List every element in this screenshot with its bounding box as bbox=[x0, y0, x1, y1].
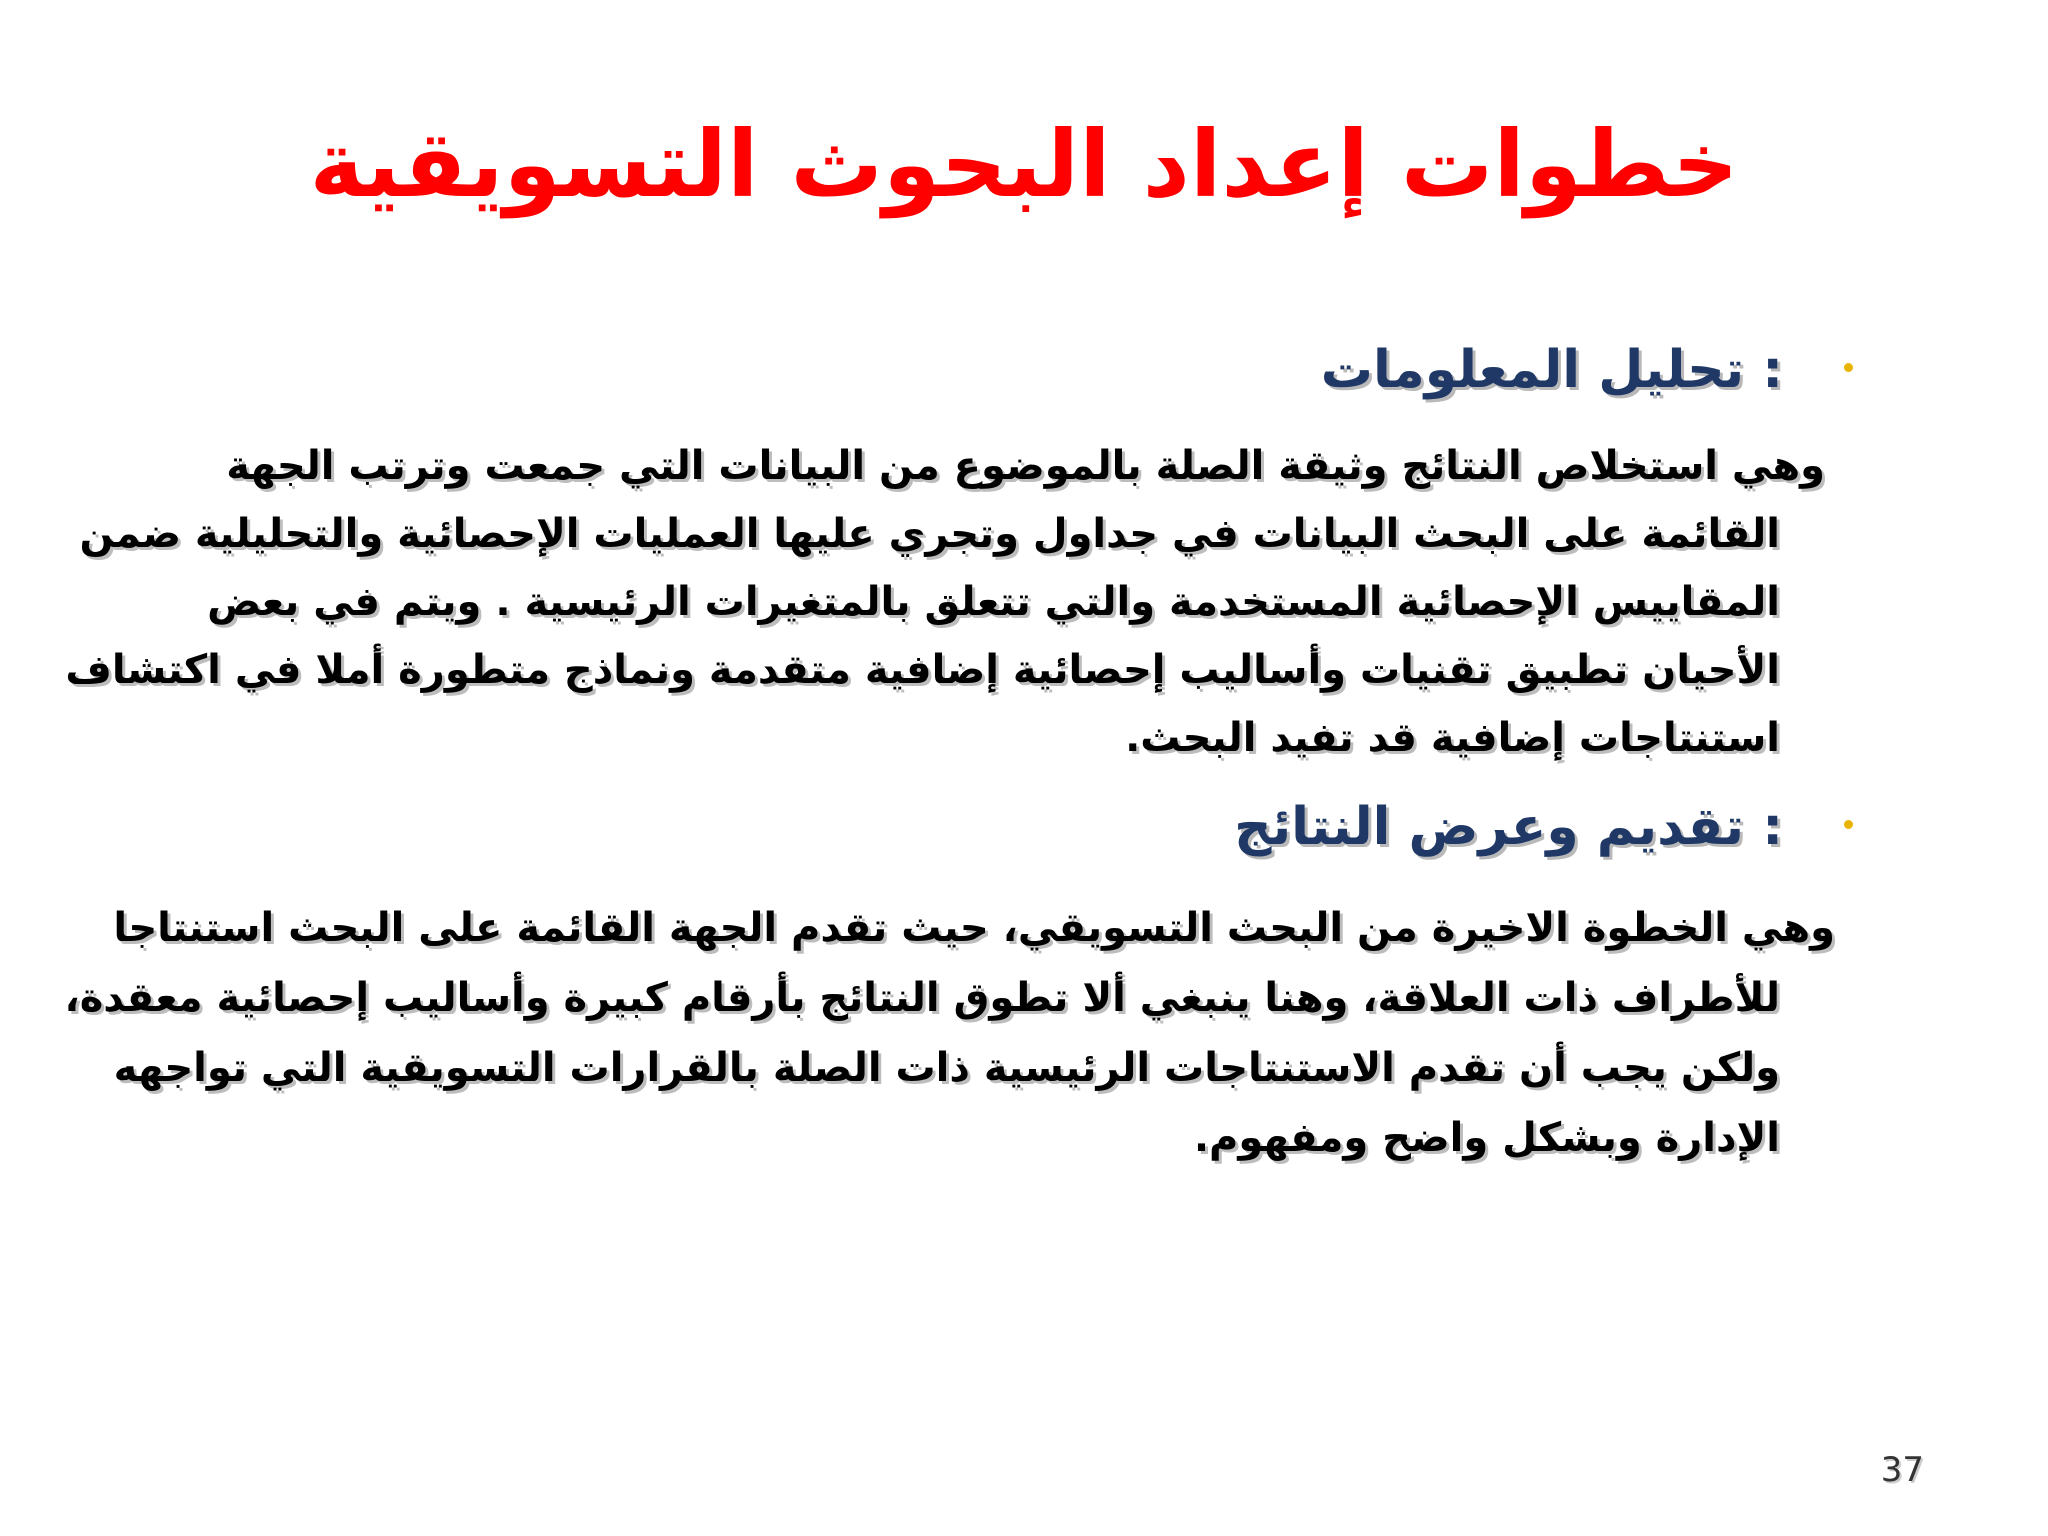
section-body-analysis bbox=[65, 432, 1825, 772]
paragraph-line: القائمة على البحث البيانات في جداول وتجري عليها العمليات الإحصائية والتحليلية ضمن bbox=[79, 511, 1780, 557]
paragraph-line: وهي استخلاص النتائج وثيقة الصلة بالموضوع من البيانات التي جمعت وترتب الجهة bbox=[226, 443, 1825, 489]
paragraph-line: ولكن يجب أن تقدم الاستنتاجات الرئيسية ذات الصلة بالقرارات التسويقية التي تواجهه bbox=[113, 1045, 1780, 1091]
page-number: 37 bbox=[1880, 1450, 1924, 1490]
section-heading-analysis: تحليل المعلومات : bbox=[1320, 340, 1783, 400]
slide-title: خطوات إعداد البحوث التسويقية bbox=[309, 111, 1739, 218]
paragraph-line: وهي الخطوة الاخيرة من البحث التسويقي، حيث تقدم الجهة القائمة على البحث استنتاجا bbox=[113, 905, 1835, 951]
paragraph-line: الإدارة وبشكل واضح ومفهوم. bbox=[1193, 1115, 1780, 1161]
paragraph-line: للأطراف ذات العلاقة، وهنا ينبغي ألا تطوق النتائج بأرقام كبيرة وأساليب إحصائية معقدة، bbox=[64, 975, 1780, 1021]
paragraph-line: الأحيان تطبيق تقنيات وأساليب إحصائية إضافية متقدمة ونماذج متطورة أملا في اكتشاف bbox=[65, 647, 1780, 693]
section-body-results bbox=[64, 893, 1835, 1173]
paragraph-line: المقاييس الإحصائية المستخدمة والتي تتعلق بالمتغيرات الرئيسية . ويتم في بعض bbox=[207, 579, 1780, 625]
paragraph-line: استنتاجات إضافية قد تفيد البحث. bbox=[1125, 715, 1780, 761]
bullet-icon bbox=[1844, 820, 1853, 829]
bullet-icon bbox=[1844, 363, 1853, 372]
section-heading-results: تقديم وعرض النتائج : bbox=[1234, 797, 1783, 857]
